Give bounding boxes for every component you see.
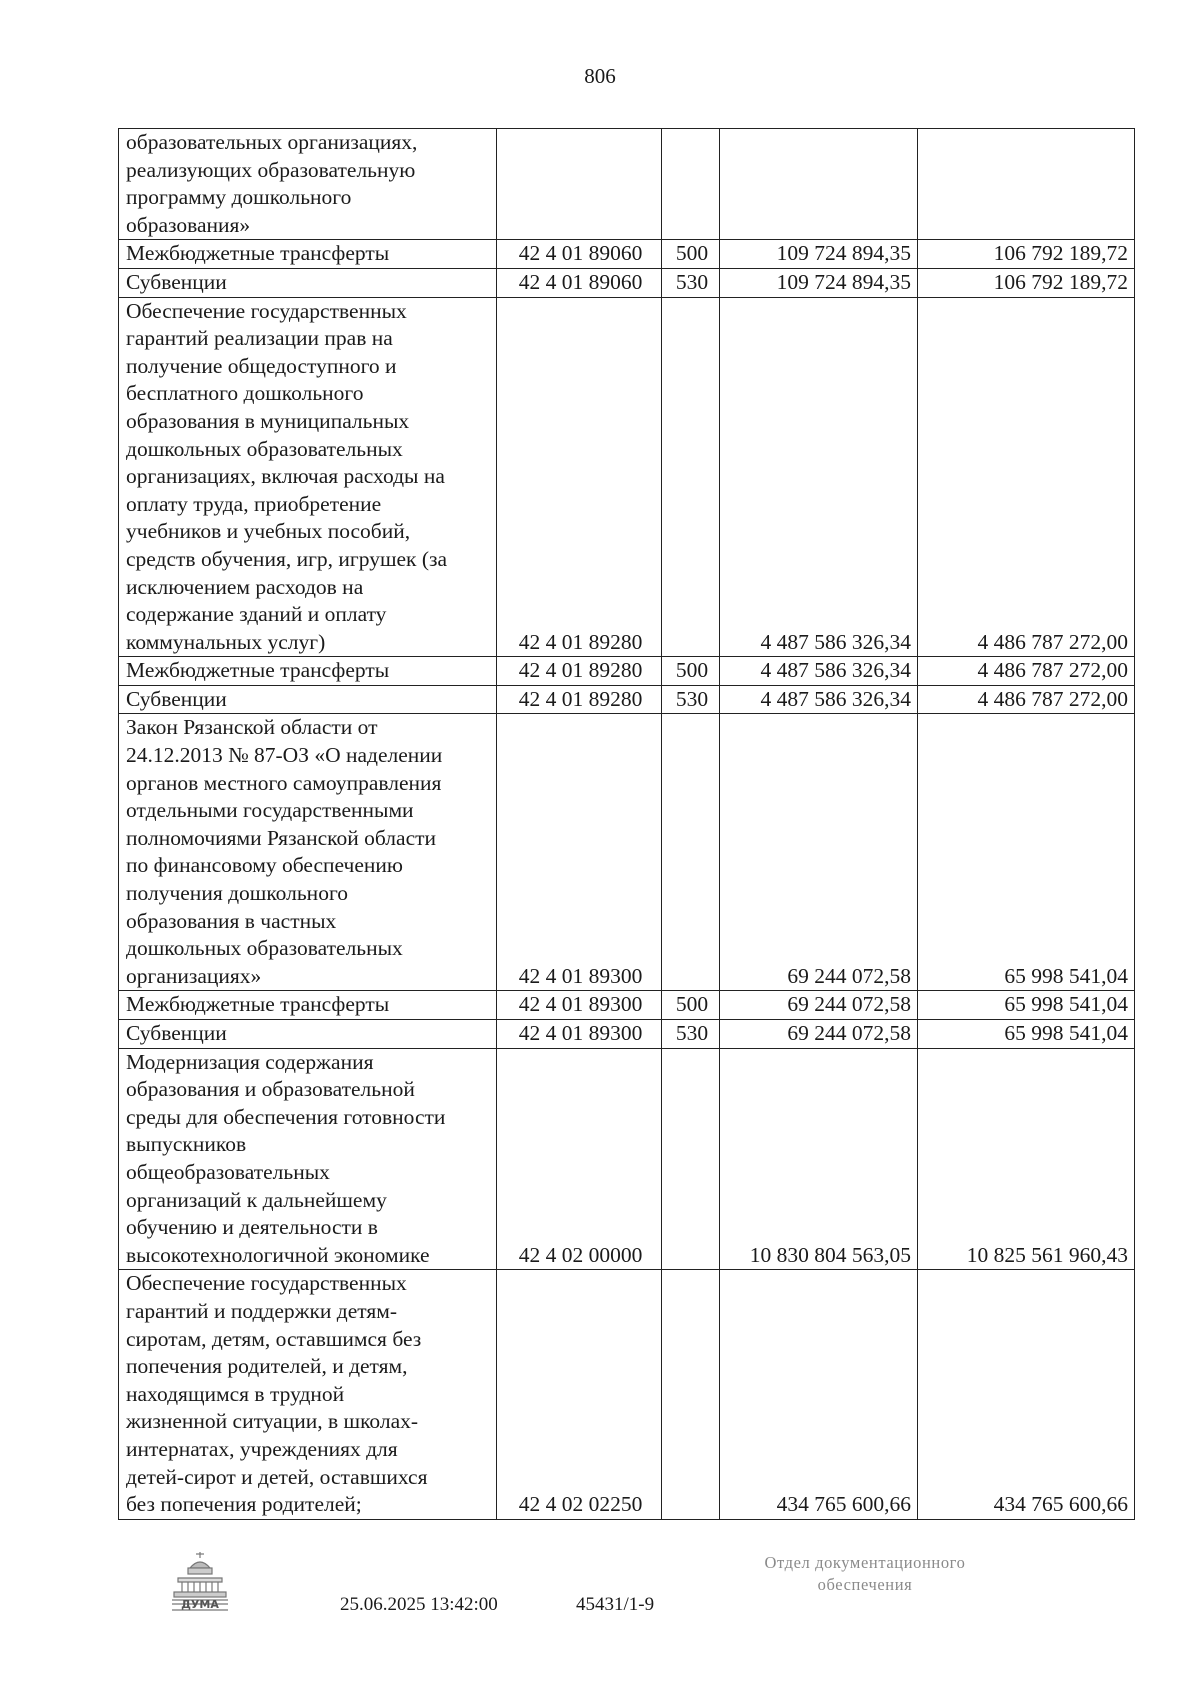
target-code-cell: 42 4 02 00000	[497, 1048, 662, 1270]
amount-first-cell: 109 724 894,35	[720, 268, 918, 297]
amount-second-cell: 106 792 189,72	[918, 240, 1135, 269]
amount-second-cell: 106 792 189,72	[918, 268, 1135, 297]
amount-second-cell: 4 486 787 272,00	[918, 297, 1135, 657]
expense-type-cell: 500	[662, 240, 720, 269]
budget-table-body	[119, 129, 1135, 1520]
item-name-cell: Субвенции	[119, 268, 497, 297]
amount-first-cell: 109 724 894,35	[720, 240, 918, 269]
stamp-line-1: Отдел документационного	[764, 1553, 966, 1572]
amount-second-cell: 4 486 787 272,00	[918, 685, 1135, 714]
table-row	[119, 240, 1135, 269]
target-code-cell: 42 4 01 89060	[497, 240, 662, 269]
duma-logo	[168, 1548, 232, 1614]
table-row	[119, 991, 1135, 1020]
expense-type-cell	[662, 129, 720, 240]
expense-type-cell	[662, 1270, 720, 1519]
amount-second-cell: 434 765 600,66	[918, 1270, 1135, 1519]
table-row	[119, 714, 1135, 991]
amount-first-cell: 434 765 600,66	[720, 1270, 918, 1519]
target-code-cell: 42 4 01 89060	[497, 268, 662, 297]
target-code-cell: 42 4 01 89300	[497, 714, 662, 991]
table-row	[119, 268, 1135, 297]
amount-second-cell: 65 998 541,04	[918, 991, 1135, 1020]
item-name-cell: образовательных организациях, реализующих образовательную программу дошкольного образования»	[119, 129, 497, 240]
item-name-cell: Субвенции	[119, 685, 497, 714]
expense-type-cell: 500	[662, 991, 720, 1020]
table-row	[119, 297, 1135, 657]
target-code-cell: 42 4 01 89300	[497, 991, 662, 1020]
target-code-cell: 42 4 02 02250	[497, 1270, 662, 1519]
department-stamp	[700, 1552, 1030, 1596]
expense-type-cell: 500	[662, 657, 720, 686]
target-code-cell	[497, 129, 662, 240]
amount-second-cell: 10 825 561 960,43	[918, 1048, 1135, 1270]
expense-type-cell: 530	[662, 685, 720, 714]
page-number: 806	[584, 64, 616, 88]
target-code-cell: 42 4 01 89280	[497, 297, 662, 657]
amount-second-cell: 4 486 787 272,00	[918, 657, 1135, 686]
item-name-cell: Модернизация содержания образования и образовательной среды для обеспечения готовности выпускников общеобразовательных организаций к дальнейшему обучению и деятельности в высокотехнологичной экономике	[119, 1048, 497, 1270]
amount-second-cell: 65 998 541,04	[918, 1020, 1135, 1049]
expense-type-cell	[662, 714, 720, 991]
budget-table	[118, 128, 1135, 1520]
amount-first-cell: 4 487 586 326,34	[720, 297, 918, 657]
stamp-line-2: обеспечения	[817, 1575, 913, 1594]
table-row	[119, 657, 1135, 686]
registration-datetime: 25.06.2025 13:42:00	[340, 1594, 498, 1615]
amount-second-cell	[918, 129, 1135, 240]
table-row	[119, 129, 1135, 240]
table-row	[119, 1048, 1135, 1270]
target-code-cell: 42 4 01 89280	[497, 685, 662, 714]
item-name-cell: Обеспечение государственных гарантий и поддержки детям- сиротам, детям, оставшимся без попечения родителей, и детям, находящимся в трудной жизненной ситуации, в школах- интернатах, учреждениях для детей-сирот и детей, оставшихся без попечения родителей;	[119, 1270, 497, 1519]
item-name-cell: Закон Рязанской области от 24.12.2013 № 87-ОЗ «О наделении органов местного самоуправления отдельными государственными полномочиями Рязанской области по финансовому обеспечению получения дошкольного образования в частных дошкольных образовательных организациях»	[119, 714, 497, 991]
table-row	[119, 1020, 1135, 1049]
expense-type-cell: 530	[662, 1020, 720, 1049]
amount-second-cell: 65 998 541,04	[918, 714, 1135, 991]
item-name-cell: Межбюджетные трансферты	[119, 240, 497, 269]
expense-type-cell	[662, 297, 720, 657]
amount-first-cell: 4 487 586 326,34	[720, 685, 918, 714]
expense-type-cell	[662, 1048, 720, 1270]
duma-logo-text: ДУМА	[181, 1598, 219, 1611]
table-row	[119, 685, 1135, 714]
item-name-cell: Межбюджетные трансферты	[119, 991, 497, 1020]
target-code-cell: 42 4 01 89280	[497, 657, 662, 686]
amount-first-cell: 69 244 072,58	[720, 714, 918, 991]
item-name-cell: Субвенции	[119, 1020, 497, 1049]
expense-type-cell: 530	[662, 268, 720, 297]
target-code-cell: 42 4 01 89300	[497, 1020, 662, 1049]
table-row	[119, 1270, 1135, 1519]
amount-first-cell: 69 244 072,58	[720, 1020, 918, 1049]
amount-first-cell: 10 830 804 563,05	[720, 1048, 918, 1270]
amount-first-cell: 4 487 586 326,34	[720, 657, 918, 686]
amount-first-cell: 69 244 072,58	[720, 991, 918, 1020]
item-name-cell: Межбюджетные трансферты	[119, 657, 497, 686]
registration-number: 45431/1-9	[576, 1594, 655, 1615]
amount-first-cell	[720, 129, 918, 240]
item-name-cell: Обеспечение государственных гарантий реализации прав на получение общедоступного и бесплатного дошкольного образования в муниципальных дошкольных образовательных организациях, включая расходы на оплату труда, приобретение учебников и учебных пособий, средств обучения, игр, игрушек (за исключением расходов на содержание зданий и оплату коммунальных услуг)	[119, 297, 497, 657]
